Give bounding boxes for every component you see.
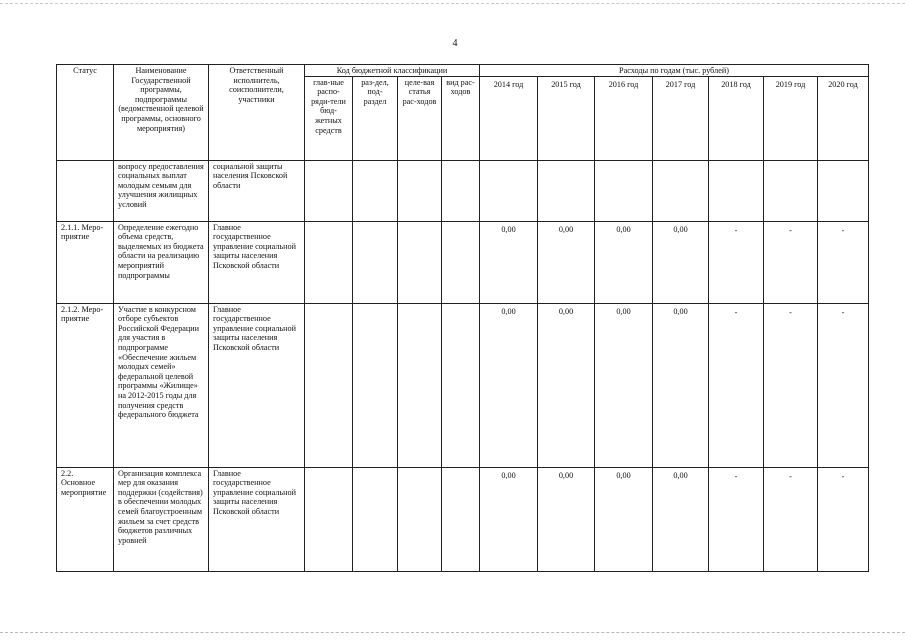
row-status: 2.1.1. Меро-приятие — [57, 221, 114, 303]
row-value-2017: 0,00 — [653, 303, 709, 467]
header-year-2016: 2016 год — [595, 76, 653, 160]
header-status: Статус — [57, 65, 114, 161]
row-name: Определение ежегодно объема средств, выделяемых из бюджета области на реализацию мероприятий подпрограммы — [114, 221, 209, 303]
header-year-2019: 2019 год — [764, 76, 818, 160]
header-code-expense-type: вид рас-ходов — [442, 76, 480, 160]
header-expenses-group: Расходы по годам (тыс. рублей) — [480, 65, 869, 77]
header-year-2020: 2020 год — [818, 76, 869, 160]
table-row — [57, 221, 869, 303]
row-value-2016: 0,00 — [595, 221, 653, 303]
header-code-main-managers: глав-ные распо-ряди-тели бюд-жетных средств — [305, 76, 353, 160]
row-status: 2.1.2. Меро-приятие — [57, 303, 114, 467]
row-status — [57, 160, 114, 221]
row-code-cell — [353, 160, 398, 221]
header-year-2015: 2015 год — [538, 76, 595, 160]
row-code-cell — [353, 467, 398, 571]
row-name: Организация комплекса мер для оказания поддержки (содействия) в обеспечении молодых семей благоустроенным жильем за счет средств бюджетов различных уровней — [114, 467, 209, 571]
row-value-2019: - — [764, 221, 818, 303]
row-value-2016: 0,00 — [595, 467, 653, 571]
row-code-cell — [353, 221, 398, 303]
row-code-cell — [305, 221, 353, 303]
row-value-2020: - — [818, 221, 869, 303]
row-value-2014: 0,00 — [480, 303, 538, 467]
row-value-2017: 0,00 — [653, 221, 709, 303]
row-code-cell — [442, 467, 480, 571]
row-code-cell — [398, 221, 442, 303]
row-value-2016 — [595, 160, 653, 221]
row-value-2020: - — [818, 303, 869, 467]
row-code-cell — [442, 160, 480, 221]
row-value-2018: - — [709, 221, 764, 303]
row-code-cell — [353, 303, 398, 467]
row-code-cell — [305, 160, 353, 221]
header-name: Наименование Государственной программы, подпрограммы (ведомственной целевой программы, основного мероприятия) — [114, 65, 209, 161]
header-row-1 — [57, 65, 869, 77]
row-status: 2.2. Основное мероприятие — [57, 467, 114, 571]
row-value-2020: - — [818, 467, 869, 571]
row-value-2020 — [818, 160, 869, 221]
row-value-2018: - — [709, 303, 764, 467]
row-name: Участие в конкурсном отборе субъектов Российской Федерации для участия в подпрограмме «Обеспечение жильем молодых семей» федеральной целевой программы «Жилище» на 2012-2015 годы для получения средств федерального бюджета — [114, 303, 209, 467]
row-code-cell — [305, 467, 353, 571]
row-name: вопросу предоставления социальных выплат молодым семьям для улучшения жилищных условий — [114, 160, 209, 221]
header-budget-code-group: Код бюджетной классификации — [305, 65, 480, 77]
row-value-2018: - — [709, 467, 764, 571]
row-value-2018 — [709, 160, 764, 221]
row-value-2014: 0,00 — [480, 221, 538, 303]
row-value-2019: - — [764, 467, 818, 571]
page-number: 4 — [452, 38, 458, 49]
row-value-2017: 0,00 — [653, 467, 709, 571]
row-code-cell — [398, 160, 442, 221]
header-year-2014: 2014 год — [480, 76, 538, 160]
row-code-cell — [442, 303, 480, 467]
row-value-2014 — [480, 160, 538, 221]
row-value-2015: 0,00 — [538, 467, 595, 571]
row-value-2015 — [538, 160, 595, 221]
header-responsible: Ответственный исполнитель, соисполнители, участники — [209, 65, 305, 161]
header-year-2017: 2017 год — [653, 76, 709, 160]
row-responsible: Главное государственное управление социальной защиты населения Псковской области — [209, 467, 305, 571]
row-code-cell — [305, 303, 353, 467]
row-value-2015: 0,00 — [538, 221, 595, 303]
row-value-2019: - — [764, 303, 818, 467]
scan-edge-top — [0, 3, 905, 5]
table-row — [57, 303, 869, 467]
table-row — [57, 160, 869, 221]
row-responsible: Главное государственное управление социальной защиты населения Псковской области — [209, 303, 305, 467]
row-value-2016: 0,00 — [595, 303, 653, 467]
row-code-cell — [398, 303, 442, 467]
row-code-cell — [398, 467, 442, 571]
header-year-2018: 2018 год — [709, 76, 764, 160]
row-responsible: Главное государственное управление социальной защиты населения Псковской области — [209, 221, 305, 303]
header-code-section: раз-дел, под-раздел — [353, 76, 398, 160]
scan-edge-bottom — [0, 632, 905, 634]
row-value-2014: 0,00 — [480, 467, 538, 571]
row-code-cell — [442, 221, 480, 303]
table-row — [57, 467, 869, 571]
row-value-2019 — [764, 160, 818, 221]
budget-table — [56, 64, 869, 572]
row-value-2017 — [653, 160, 709, 221]
row-value-2015: 0,00 — [538, 303, 595, 467]
row-responsible: социальной защиты населения Псковской области — [209, 160, 305, 221]
header-code-target-article: целе-вая статья рас-ходов — [398, 76, 442, 160]
